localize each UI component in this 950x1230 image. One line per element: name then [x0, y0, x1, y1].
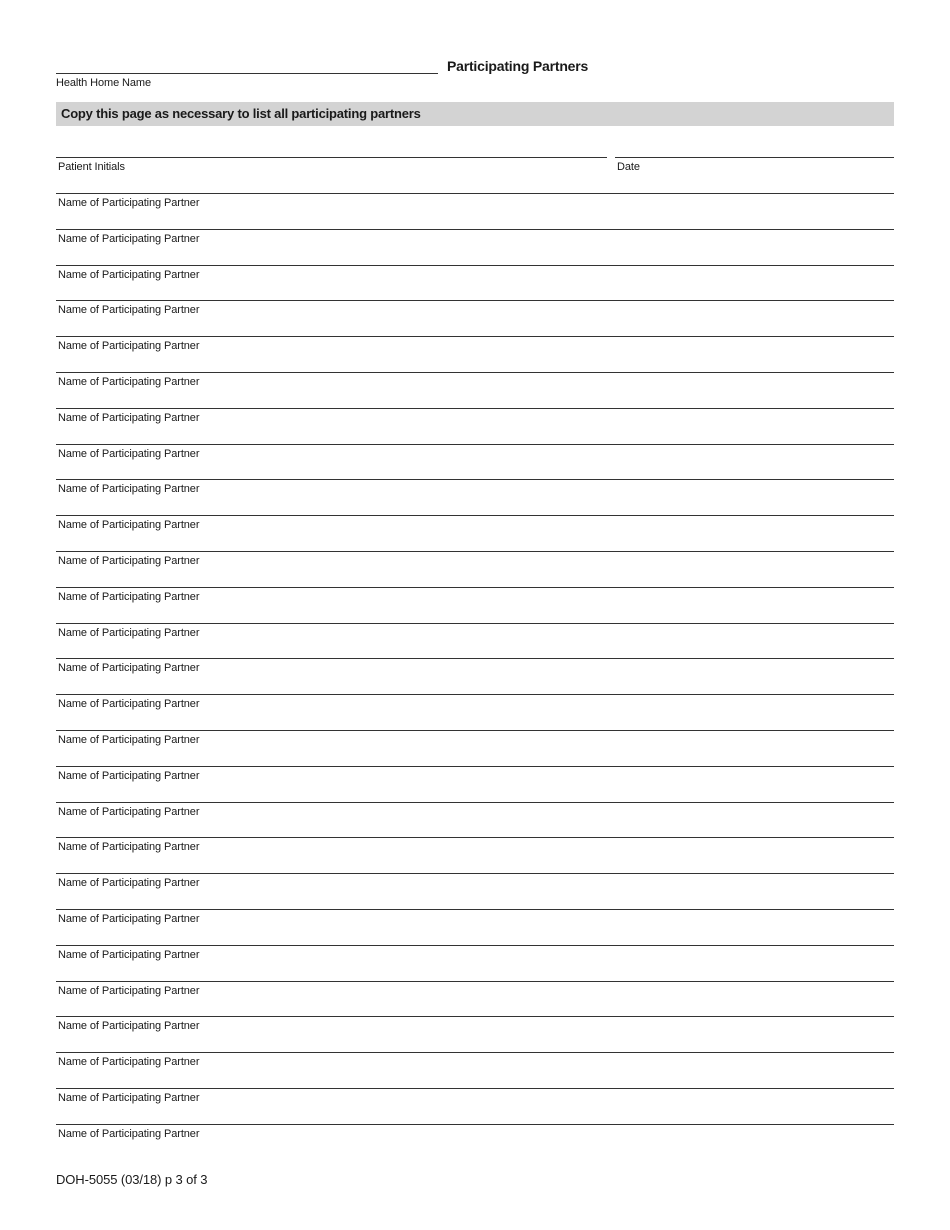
partner-name-label: Name of Participating Partner — [58, 268, 200, 281]
partner-row — [56, 281, 894, 317]
partner-row — [56, 639, 894, 675]
partner-row — [56, 604, 894, 640]
partner-name-input[interactable] — [56, 926, 894, 946]
partner-name-label: Name of Participating Partner — [58, 662, 200, 675]
partner-row — [56, 890, 894, 926]
partner-name-input[interactable] — [56, 568, 894, 588]
partner-name-input[interactable] — [56, 639, 894, 659]
partner-name-input[interactable] — [56, 854, 894, 874]
partner-name-input[interactable] — [56, 425, 894, 445]
partner-name-label: Name of Participating Partner — [58, 304, 200, 317]
partner-name-label: Name of Participating Partner — [58, 411, 200, 424]
partner-name-label: Name of Participating Partner — [58, 912, 200, 925]
partner-row — [56, 1069, 894, 1105]
form-footer-id: DOH-5055 (03/18) p 3 of 3 — [56, 1172, 208, 1187]
partner-row — [56, 425, 894, 461]
partner-name-input[interactable] — [56, 783, 894, 803]
partner-name-label: Name of Participating Partner — [58, 554, 200, 567]
partner-name-input[interactable] — [56, 532, 894, 552]
health-home-name-label: Health Home Name — [56, 77, 151, 89]
partner-name-label: Name of Participating Partner — [58, 948, 200, 961]
participating-partners-list — [56, 174, 894, 1141]
partner-name-label: Name of Participating Partner — [58, 590, 200, 603]
partner-name-input[interactable] — [56, 997, 894, 1017]
partner-name-input[interactable] — [56, 747, 894, 767]
partner-row — [56, 926, 894, 962]
partner-name-input[interactable] — [56, 496, 894, 516]
partner-name-label: Name of Participating Partner — [58, 698, 200, 711]
partner-name-label: Name of Participating Partner — [58, 841, 200, 854]
partner-row — [56, 460, 894, 496]
partner-name-label: Name of Participating Partner — [58, 1091, 200, 1104]
partner-row — [56, 210, 894, 246]
partner-name-input[interactable] — [56, 1105, 894, 1125]
partner-name-input[interactable] — [56, 604, 894, 624]
partner-row — [56, 854, 894, 890]
partner-row — [56, 353, 894, 389]
partner-name-label: Name of Participating Partner — [58, 984, 200, 997]
partner-name-input[interactable] — [56, 675, 894, 695]
partner-name-label: Name of Participating Partner — [58, 232, 200, 245]
instruction-banner — [56, 102, 894, 126]
instruction-banner-text: Copy this page as necessary to list all participating partners — [61, 106, 421, 121]
partner-name-label: Name of Participating Partner — [58, 805, 200, 818]
partner-name-input[interactable] — [56, 1069, 894, 1089]
partner-row — [56, 675, 894, 711]
partner-name-input[interactable] — [56, 210, 894, 230]
patient-initials-field — [56, 138, 607, 174]
partner-row — [56, 389, 894, 425]
partner-row — [56, 818, 894, 854]
partner-name-label: Name of Participating Partner — [58, 197, 200, 209]
partner-name-input[interactable] — [56, 174, 894, 194]
date-label: Date — [617, 161, 640, 173]
partner-row — [56, 1033, 894, 1069]
partner-row — [56, 747, 894, 783]
partner-name-label: Name of Participating Partner — [58, 447, 200, 460]
partner-name-label: Name of Participating Partner — [58, 626, 200, 639]
partner-name-input[interactable] — [56, 246, 894, 266]
partner-name-label: Name of Participating Partner — [58, 1127, 200, 1140]
partner-name-input[interactable] — [56, 890, 894, 910]
partner-row — [56, 174, 894, 210]
partner-name-label: Name of Participating Partner — [58, 519, 200, 532]
partner-name-input[interactable] — [56, 353, 894, 373]
partner-row — [56, 962, 894, 998]
partner-row — [56, 496, 894, 532]
date-input[interactable] — [615, 138, 894, 158]
partner-name-input[interactable] — [56, 711, 894, 731]
partner-row — [56, 997, 894, 1033]
partner-row — [56, 246, 894, 282]
partner-name-input[interactable] — [56, 389, 894, 409]
partner-row — [56, 711, 894, 747]
partner-row — [56, 532, 894, 568]
partner-name-input[interactable] — [56, 962, 894, 982]
date-field — [615, 138, 894, 174]
patient-initials-label: Patient Initials — [58, 161, 125, 173]
partner-name-input[interactable] — [56, 818, 894, 838]
partner-name-label: Name of Participating Partner — [58, 733, 200, 746]
health-home-name-field — [56, 55, 438, 90]
partner-name-label: Name of Participating Partner — [58, 1020, 200, 1033]
partner-name-label: Name of Participating Partner — [58, 769, 200, 782]
patient-initials-input[interactable] — [56, 138, 607, 158]
partner-name-label: Name of Participating Partner — [58, 877, 200, 890]
partner-name-label: Name of Participating Partner — [58, 375, 200, 388]
health-home-name-input[interactable] — [56, 55, 438, 74]
partner-name-input[interactable] — [56, 460, 894, 480]
partner-row — [56, 317, 894, 353]
partner-name-label: Name of Participating Partner — [58, 340, 200, 353]
partner-name-input[interactable] — [56, 281, 894, 301]
partner-name-label: Name of Participating Partner — [58, 483, 200, 496]
page-title: Participating Partners — [447, 58, 589, 74]
partner-row — [56, 783, 894, 819]
partner-name-input[interactable] — [56, 1033, 894, 1053]
partner-name-label: Name of Participating Partner — [58, 1056, 200, 1069]
partner-row — [56, 568, 894, 604]
partner-name-input[interactable] — [56, 317, 894, 337]
partner-row — [56, 1105, 894, 1141]
